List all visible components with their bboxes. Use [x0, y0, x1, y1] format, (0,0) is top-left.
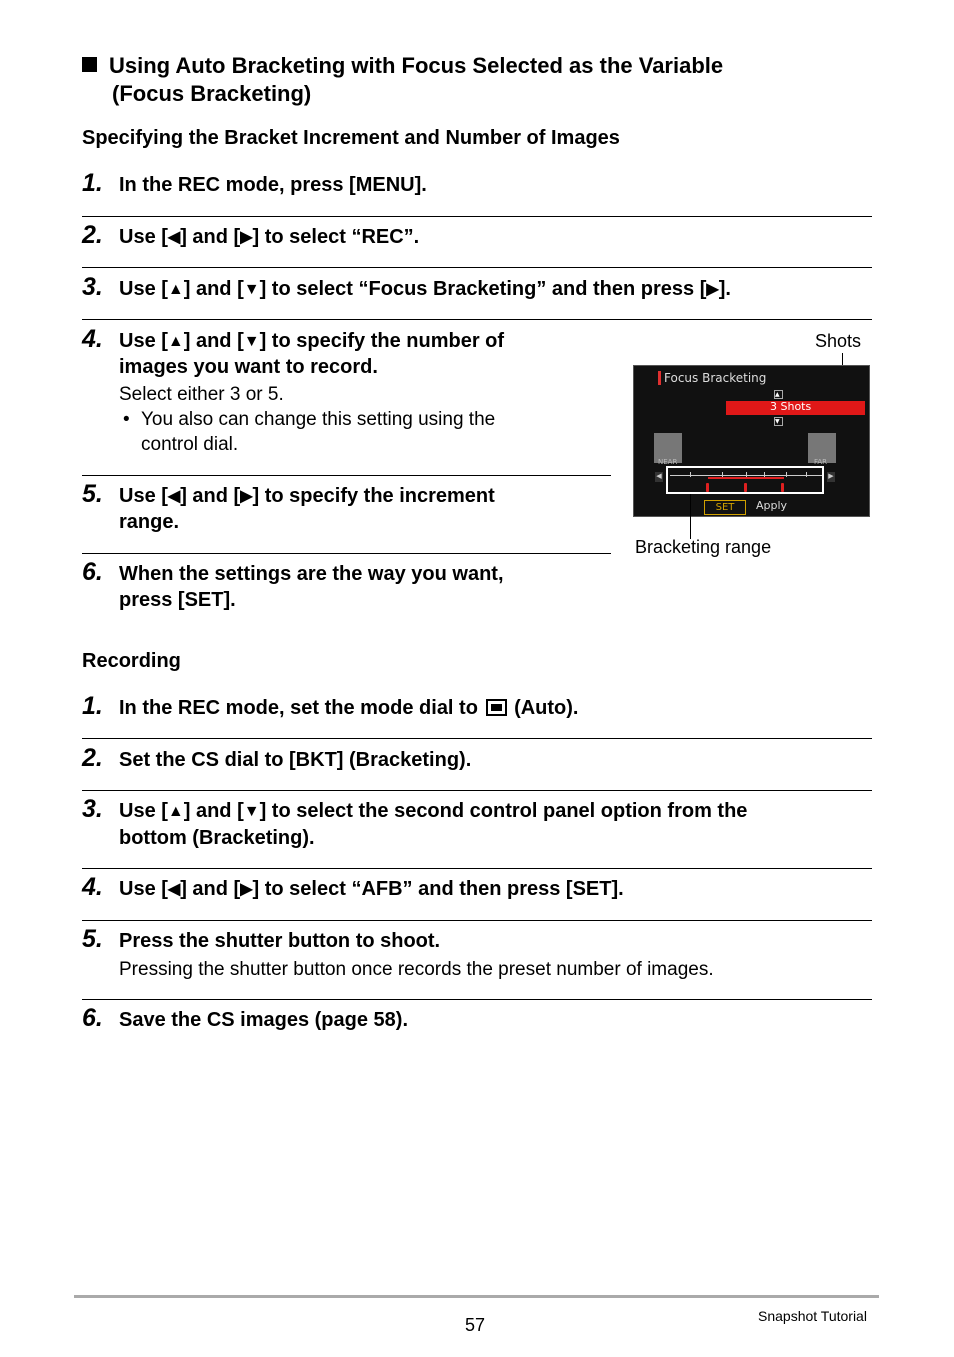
- right-arrow-icon: ▶: [240, 488, 253, 505]
- step-text: Use [▲] and [▼] to specify the number of: [119, 330, 505, 352]
- down-arrow-icon: ▼: [243, 333, 260, 350]
- scale-tick: [786, 472, 787, 477]
- square-bullet-icon: [82, 57, 97, 72]
- near-label: NEAR: [658, 458, 678, 466]
- divider: [82, 475, 611, 476]
- step-text: Use [▲] and [▼] to select the second control panel option from the: [119, 800, 748, 822]
- scale-tick: [690, 472, 691, 477]
- bullet-dot: •: [123, 409, 130, 430]
- right-arrow-icon: ▶: [828, 472, 834, 480]
- scale-tick: [806, 472, 807, 477]
- step-number: 6.: [82, 1004, 103, 1032]
- step-number: 2.: [82, 744, 103, 772]
- step-detail: Select either 3 or 5.: [119, 384, 284, 405]
- step-number: 2.: [82, 221, 103, 249]
- right-arrow-icon: ▶: [706, 281, 719, 298]
- right-arrow-icon: ▶: [240, 229, 253, 246]
- step-text: Use [◀] and [▶] to specify the increment: [119, 485, 495, 507]
- left-arrow-icon: ◀: [167, 229, 181, 246]
- left-arrow-icon: ◀: [167, 881, 181, 898]
- auto-mode-icon: [486, 699, 507, 716]
- step-number: 5.: [82, 480, 103, 508]
- footer-rule: [74, 1295, 879, 1298]
- subheading-recording: Recording: [82, 650, 181, 672]
- scale-tick: [764, 472, 765, 477]
- section-title: Using Auto Bracketing with Focus Selected as the Variable (Focus Bracketing): [82, 52, 842, 108]
- step-text: Use [▲] and [▼] to select “Focus Bracketing” and then press [▶].: [119, 278, 731, 300]
- down-arrow-icon: ▼: [243, 281, 260, 298]
- step-text: When the settings are the way you want,: [119, 563, 504, 585]
- step-number: 5.: [82, 925, 103, 953]
- divider: [82, 216, 872, 217]
- step-number: 1.: [82, 692, 103, 720]
- step-text: Set the CS dial to [BKT] (Bracketing).: [119, 749, 472, 771]
- shot-marker: [781, 483, 784, 492]
- up-arrow-icon: ▲: [167, 333, 184, 350]
- divider: [82, 738, 872, 739]
- left-arrow-icon: ◀: [167, 488, 181, 505]
- step-text-line2: bottom (Bracketing).: [119, 827, 315, 849]
- divider: [82, 790, 872, 791]
- step-text: Use [◀] and [▶] to select “AFB” and then press [SET].: [119, 878, 624, 900]
- step-text: Press the shutter button to shoot.: [119, 930, 441, 952]
- callout-leader-range: [690, 494, 691, 539]
- divider: [82, 267, 872, 268]
- callout-bracketing-range: Bracketing range: [635, 537, 772, 557]
- divider: [82, 868, 872, 869]
- step-number: 6.: [82, 558, 103, 586]
- footer-chapter: Snapshot Tutorial: [758, 1308, 867, 1324]
- camera-screen: [633, 365, 870, 517]
- step-detail: Pressing the shutter button once records the preset number of images.: [119, 959, 714, 980]
- screen-title: Focus Bracketing: [658, 371, 766, 385]
- apply-label: Apply: [756, 499, 788, 512]
- step-text-line2: images you want to record.: [119, 356, 378, 378]
- callout-shots: Shots: [815, 331, 862, 351]
- right-arrow-icon: ▶: [240, 881, 253, 898]
- step-text: Save the CS images (page 58).: [119, 1009, 409, 1031]
- step-text: In the REC mode, press [MENU].: [119, 174, 427, 196]
- shot-marker: [706, 483, 709, 492]
- step-number: 3.: [82, 273, 103, 301]
- down-arrow-icon: ▼: [243, 803, 260, 820]
- scale-tick: [746, 472, 747, 477]
- set-key: SET: [704, 500, 746, 515]
- step-number: 3.: [82, 795, 103, 823]
- divider: [82, 920, 872, 921]
- page-number: 57: [465, 1315, 486, 1335]
- up-arrow-icon: ▲: [167, 281, 184, 298]
- divider: [82, 319, 872, 320]
- step-text-line2: range.: [119, 511, 180, 533]
- step-text: Use [◀] and [▶] to select “REC”.: [119, 226, 420, 248]
- up-arrow-icon: ▲: [167, 803, 184, 820]
- divider: [82, 553, 611, 554]
- step-number: 1.: [82, 169, 103, 197]
- step-text: In the REC mode, set the mode dial to (Auto).: [119, 697, 579, 719]
- scale-tick: [722, 472, 723, 477]
- shot-marker: [744, 483, 747, 492]
- up-arrow-icon: ▲: [774, 390, 783, 399]
- shots-value: 3 Shots: [770, 400, 812, 413]
- range-highlight: [708, 477, 784, 479]
- far-label: FAR: [814, 458, 828, 466]
- left-arrow-icon: ◀: [656, 472, 662, 480]
- subheading-specifying: Specifying the Bracket Increment and Number of Images: [82, 127, 620, 149]
- step-text-line2: press [SET].: [119, 589, 236, 611]
- divider: [82, 999, 872, 1000]
- down-arrow-icon: ▼: [774, 417, 783, 426]
- step-number: 4.: [82, 325, 103, 353]
- step-number: 4.: [82, 873, 103, 901]
